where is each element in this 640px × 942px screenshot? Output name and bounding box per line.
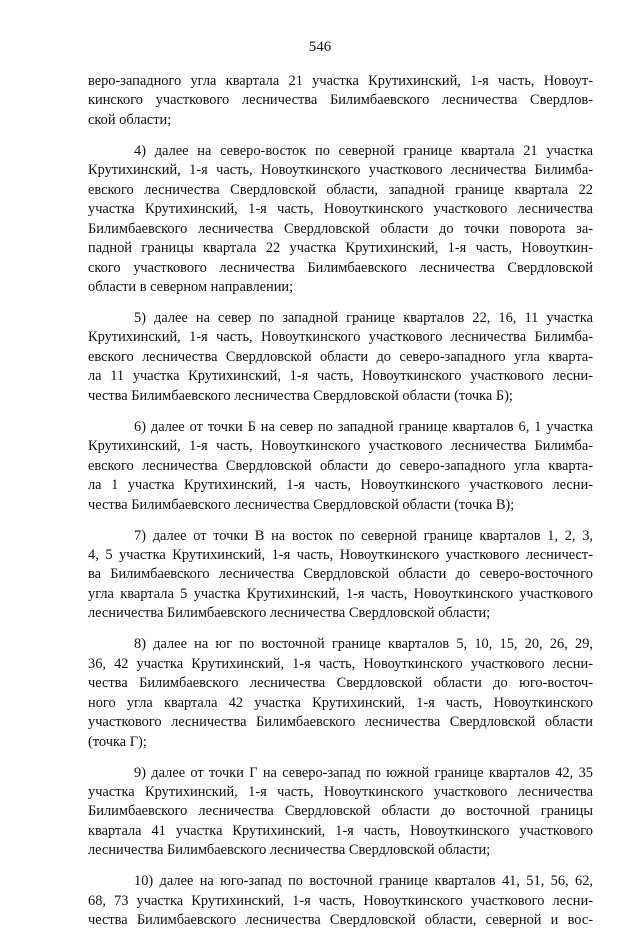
paragraph bbox=[88, 309, 593, 406]
paragraph bbox=[88, 527, 593, 624]
text-line: лесничества Билимбаевского лесничества Свердловской области; bbox=[88, 842, 491, 859]
text-line: 4) далее на северо-восток по северной границе квартала 21 участка bbox=[134, 142, 593, 159]
text-line: евского лесничества Свердловской области до северо-западного угла кварта- bbox=[88, 457, 593, 474]
text-line: (точка Г); bbox=[88, 733, 147, 750]
text-line: ского участкового лесничества Билимбаевского лесничества Свердловской bbox=[88, 259, 593, 276]
text-line: ного угла квартала 42 участка Крутихинский, 1-я часть, Новоуткинского bbox=[88, 694, 593, 711]
text-line: 8) далее на юг по восточной границе кварталов 5, 10, 15, 20, 26, 29, bbox=[134, 636, 593, 653]
text-line: 6) далее от точки Б на север по западной границе кварталов 6, 1 участка bbox=[134, 418, 593, 435]
text-line: квартала 41 участка Крутихинский, 1-я часть, Новоуткинского участкового bbox=[88, 822, 593, 839]
text-line: Крутихинский, 1-я часть, Новоуткинского участкового лесничества Билимба- bbox=[88, 329, 593, 346]
text-line: падной границы квартала 22 участка Крутихинский, 1-я часть, Новоуткин- bbox=[88, 240, 593, 257]
paragraph bbox=[88, 764, 593, 861]
text-line: чества Билимбаевского лесничества Свердловской области, северной и вос- bbox=[88, 912, 593, 929]
text-line: 7) далее от точки В на восток по северной границе кварталов 1, 2, 3, bbox=[134, 527, 593, 544]
text-line: ла 1 участка Крутихинский, 1-я часть, Новоуткинского участкового лесни- bbox=[88, 477, 593, 494]
text-line: Билимбаевского лесничества Свердловской области до точки поворота за- bbox=[88, 220, 593, 237]
text-line: угла квартала 5 участка Крутихинский, 1-я часть, Новоуткинского участкового bbox=[88, 585, 593, 602]
text-line: чества Билимбаевского лесничества Свердловской области до юго-восточ- bbox=[88, 675, 593, 692]
page-number: 546 bbox=[308, 39, 332, 55]
text-line: 10) далее на юго-запад по восточной границе кварталов 41, 51, 56, 62, bbox=[134, 873, 593, 890]
text-line: области в северном направлении; bbox=[88, 279, 294, 296]
text-line: лесничества Билимбаевского лесничества Свердловской области; bbox=[88, 605, 491, 622]
text-line: 5) далее на север по западной границе кварталов 22, 16, 11 участка bbox=[134, 309, 593, 326]
text-line: участкового лесничества Билимбаевского лесничества Свердловской области bbox=[88, 714, 593, 731]
paragraph bbox=[88, 872, 593, 930]
text-line: 4, 5 участка Крутихинский, 1-я часть, Новоуткинского участкового лесничест- bbox=[88, 546, 593, 563]
text-line: ской области; bbox=[88, 111, 172, 128]
text-line: участка Крутихинский, 1-я часть, Новоуткинского участкового лесничества bbox=[88, 783, 593, 800]
text-line: чества Билимбаевского лесничества Свердловской области (точка Б); bbox=[88, 387, 513, 404]
text-line: 68, 73 участка Крутихинский, 1-я часть, Новоуткинского участкового лесни- bbox=[88, 892, 593, 909]
text-line: ва Билимбаевского лесничества Свердловской области до северо-восточного bbox=[88, 566, 593, 583]
paragraph bbox=[88, 72, 593, 130]
text-line: веро-западного угла квартала 21 участка Крутихинский, 1-я часть, Новоут- bbox=[88, 73, 593, 89]
document-body bbox=[88, 72, 593, 942]
paragraph bbox=[88, 418, 593, 515]
text-line: евского лесничества Свердловской области, западной границе квартала 22 bbox=[88, 181, 593, 198]
text-line: евского лесничества Свердловской области до северо-западного угла кварта- bbox=[88, 348, 593, 365]
text-line: 9) далее от точки Г на северо-запад по южной границе кварталов 42, 35 bbox=[134, 764, 593, 781]
text-line: ла 11 участка Крутихинский, 1-я часть, Новоуткинского участкового лесни- bbox=[88, 368, 593, 385]
text-line: чества Билимбаевского лесничества Свердловской области (точка В); bbox=[88, 496, 515, 513]
text-line: Билимбаевского лесничества Свердловской области до восточной границы bbox=[88, 803, 593, 820]
paragraph bbox=[88, 635, 593, 752]
text-line: кинского участкового лесничества Билимбаевского лесничества Свердлов- bbox=[88, 92, 593, 109]
text-line: Крутихинский, 1-я часть, Новоуткинского участкового лесничества Билимба- bbox=[88, 162, 593, 179]
text-line: Крутихинский, 1-я часть, Новоуткинского участкового лесничества Билимба- bbox=[88, 438, 593, 455]
text-line: 36, 42 участка Крутихинский, 1-я часть, Новоуткинского участкового лесни- bbox=[88, 655, 593, 672]
text-line: участка Крутихинский, 1-я часть, Новоуткинского участкового лесничества bbox=[88, 201, 593, 218]
paragraph bbox=[88, 142, 593, 298]
